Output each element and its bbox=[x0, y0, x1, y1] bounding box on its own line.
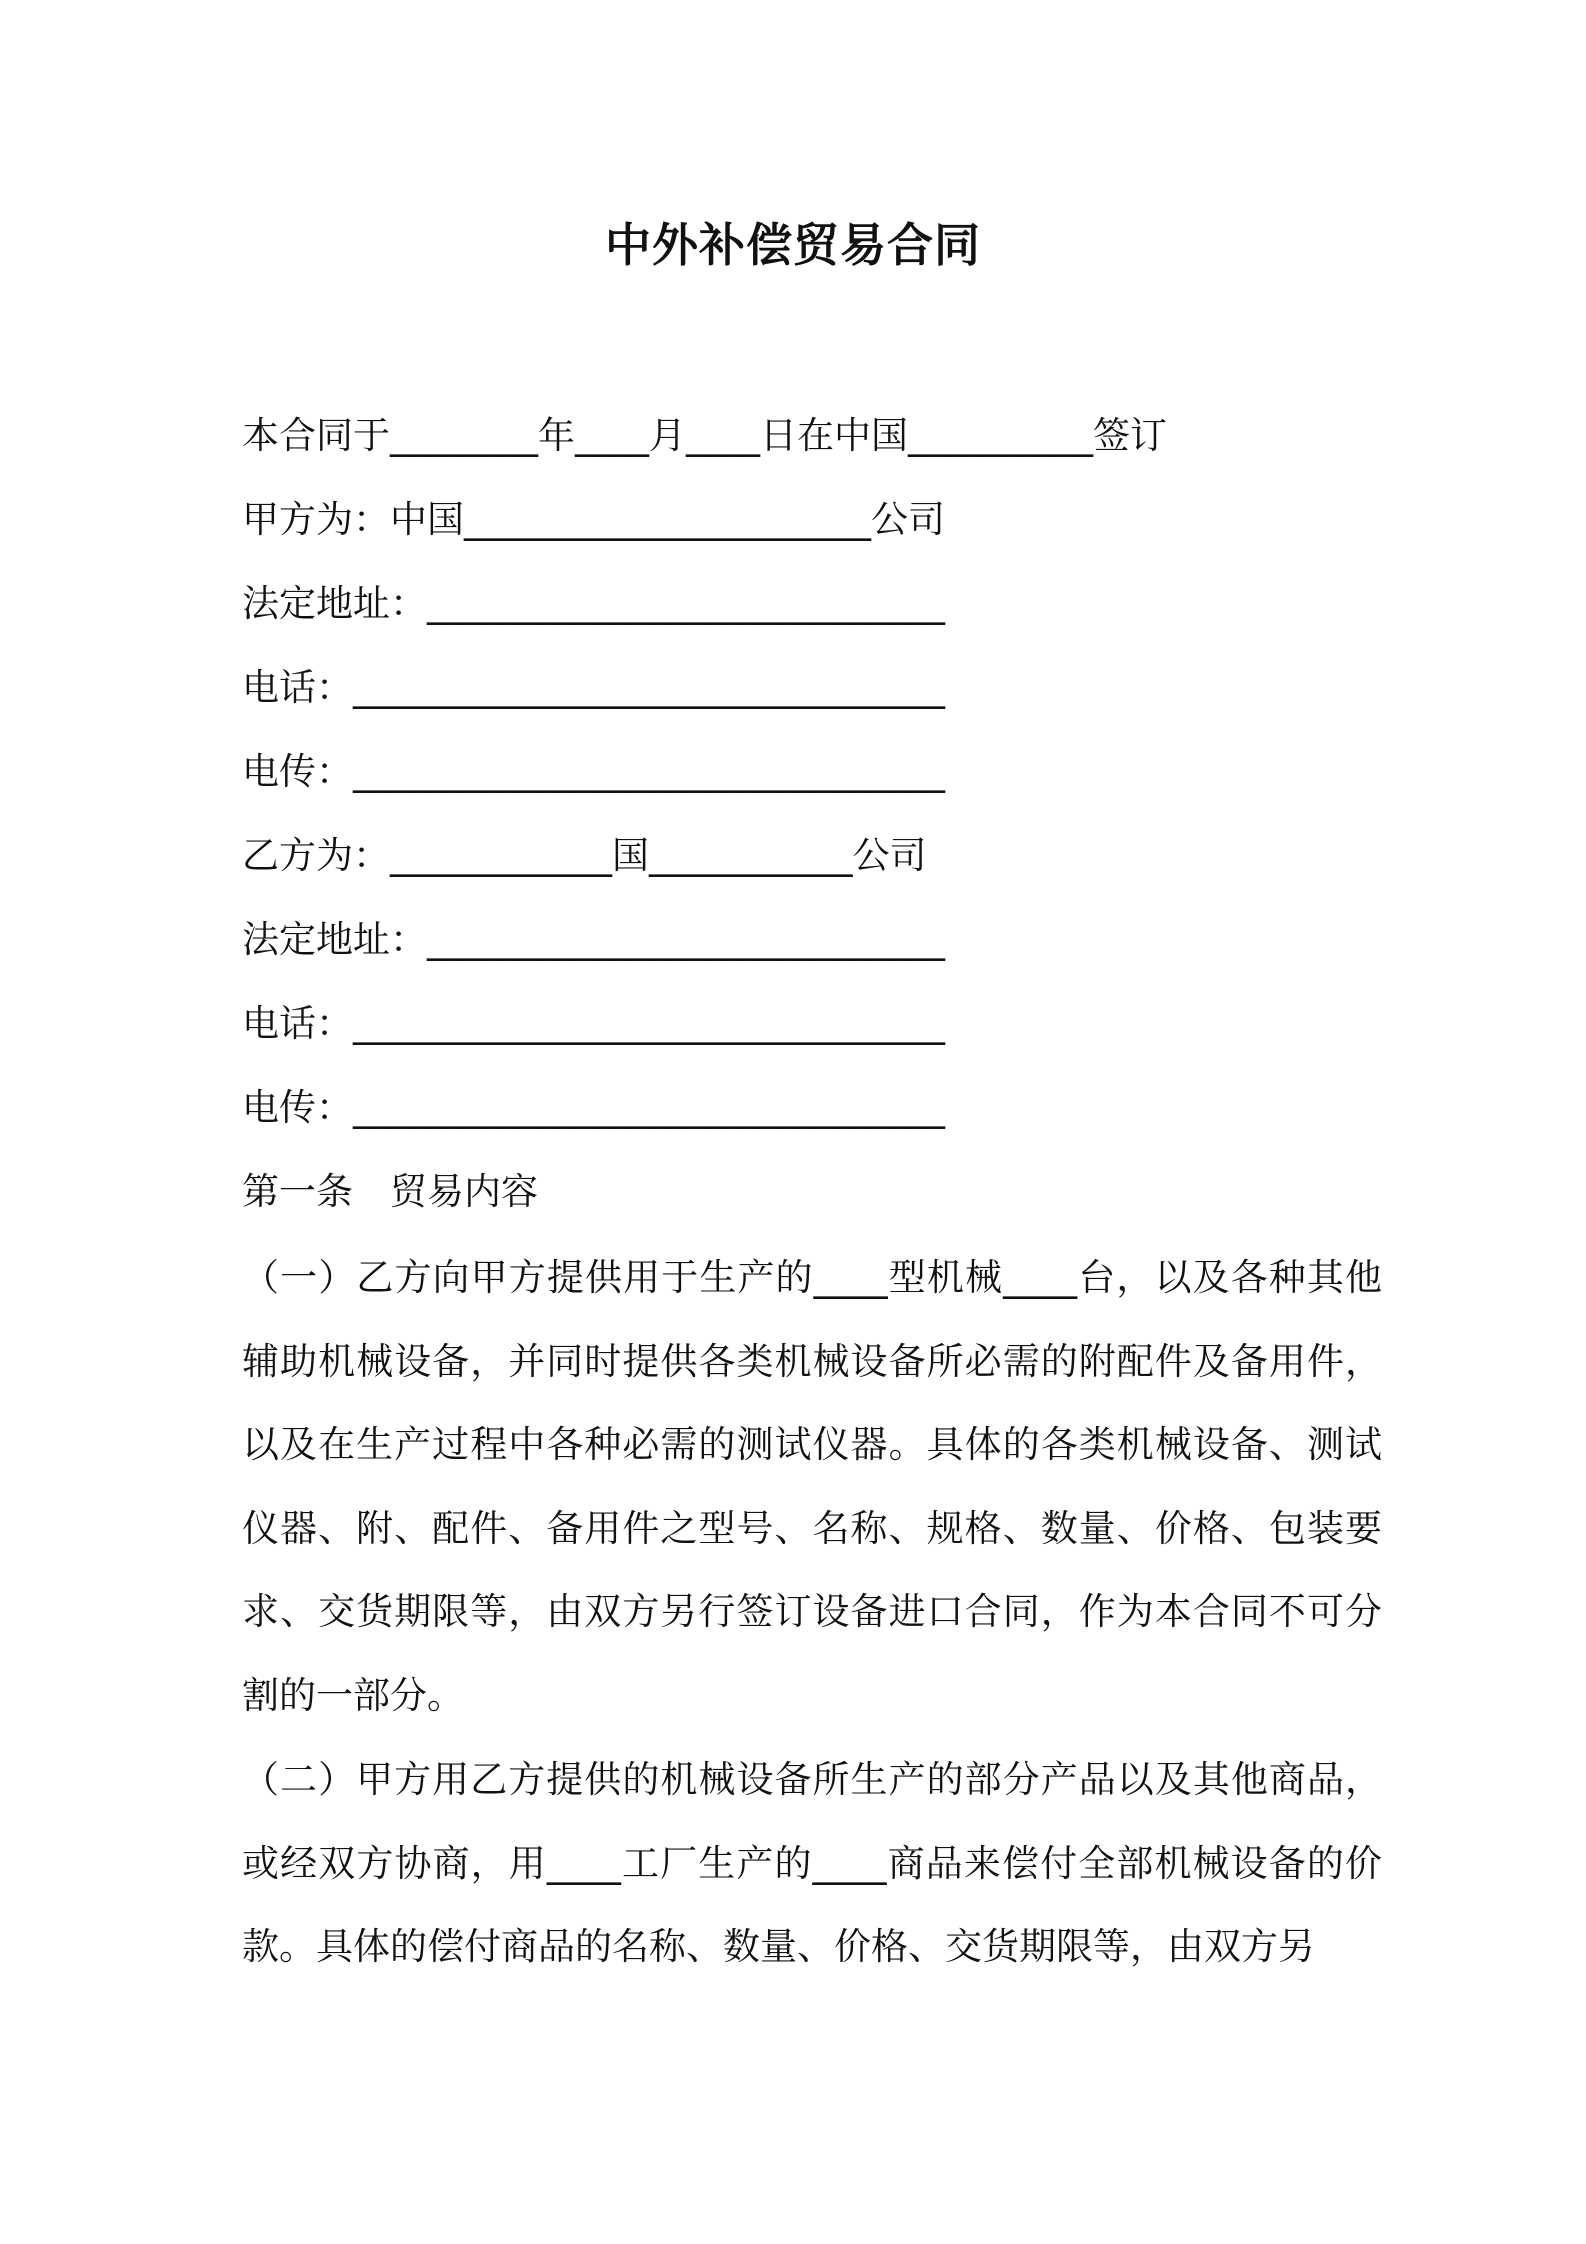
party-b-telex-line: 电传：________________________________ bbox=[242, 1086, 945, 1129]
party-a-phone-line: 电话：________________________________ bbox=[242, 666, 945, 709]
document-title: 中外补偿贸易合同 bbox=[605, 218, 981, 272]
party-a-address-line: 法定地址：____________________________ bbox=[242, 582, 945, 625]
party-b-phone-line: 电话：________________________________ bbox=[242, 1002, 945, 1045]
article-1-clause-2: （二）甲方用乙方提供的机械设备所生产的部分产品以及其他商品，或经双方协商，用____工厂生产的____商品来偿付全部机械设备的价款。具体的偿付商品的名称、数量、价格、交货期限等，由双方另 bbox=[242, 1758, 1382, 1968]
party-b-address-line: 法定地址：____________________________ bbox=[242, 918, 945, 961]
party-a-telex-line: 电传：________________________________ bbox=[242, 750, 945, 793]
article-1-heading: 第一条 贸易内容 bbox=[242, 1170, 538, 1213]
article-1-clause-1: （一）乙方向甲方提供用于生产的____型机械____台，以及各种其他辅助机械设备，并同时提供各类机械设备所必需的附配件及备用件，以及在生产过程中各种必需的测试仪器。具体的各类机械设备、测试仪器、附、配件、备用件之型号、名称、规格、数量、价格、包装要求、交货期限等，由双方另行签订设备进口合同，作为本合同不可分割的一部分。 bbox=[242, 1256, 1382, 1717]
signing-date-place-line: 本合同于________年____月____日在中国__________签订 bbox=[242, 414, 1167, 457]
party-a-name-line: 甲方为：中国______________________公司 bbox=[242, 498, 945, 541]
party-b-name-line: 乙方为：____________国___________公司 bbox=[242, 834, 927, 877]
